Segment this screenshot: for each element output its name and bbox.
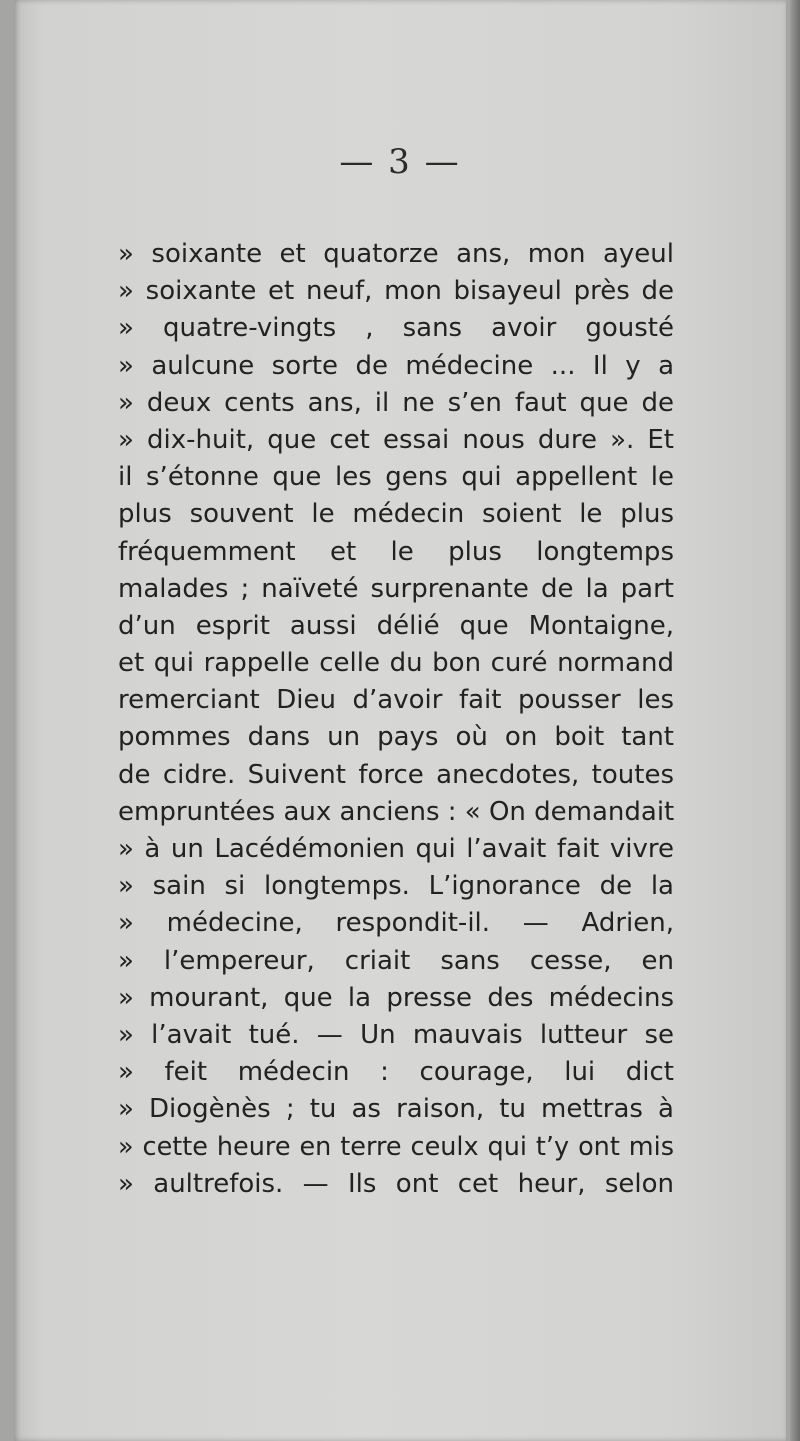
text-line: » Diogènès ; tu as raison, tu mettras à	[118, 1094, 674, 1125]
text-line: plus souvent le médecin soient le plus	[118, 499, 674, 530]
text-line: » à un Lacédémonien qui l’avait fait vivre	[118, 834, 674, 864]
text-line: » feit médecin : courage, lui dict	[118, 1057, 674, 1088]
text-line: » mourant, que la presse des médecins	[118, 982, 674, 1013]
text-line: » quatre-vingts , sans avoir gousté	[118, 313, 674, 344]
text-line: d’un esprit aussi délié que Montaigne,	[118, 610, 674, 641]
text-line: et qui rappelle celle du bon curé normand	[118, 648, 674, 679]
text-line: malades ; naïveté surprenante de la part	[118, 573, 674, 604]
text-line: » cette heure en terre ceulx qui t’y ont mis	[118, 1131, 674, 1162]
text-line: remerciant Dieu d’avoir fait pousser les	[118, 685, 674, 716]
text-line: » aultrefois. — Ils ont cet heur, selon	[118, 1168, 674, 1199]
text-line: » l’empereur, criait sans cesse, en	[118, 945, 674, 976]
text-line: » l’avait tué. — Un mauvais lutteur se	[118, 1019, 674, 1050]
text-line: » soixante et neuf, mon bisayeul près de	[118, 276, 674, 307]
text-line: » médecine, respondit-il. — Adrien,	[118, 908, 674, 939]
text-line: fréquemment et le plus longtemps	[118, 536, 674, 567]
paper-sheet	[14, 0, 786, 1441]
text-line: » soixante et quatorze ans, mon ayeul	[118, 239, 674, 269]
text-line: » dix-huit, que cet essai nous dure ». Et	[118, 424, 674, 455]
text-line: empruntées aux anciens : « On demandait	[118, 796, 675, 827]
text-line: » sain si longtemps. L’ignorance de la	[118, 871, 674, 902]
text-line: » deux cents ans, il ne s’en faut que de	[118, 387, 674, 418]
text-line: de cidre. Suivent force anecdotes, toutes	[118, 759, 674, 790]
text-line: pommes dans un pays où on boit tant	[118, 722, 674, 753]
page-number: — 3 —	[339, 142, 461, 182]
body-text	[118, 236, 674, 1203]
text-line: il s’étonne que les gens qui appellent le	[118, 462, 674, 493]
text-line: » aulcune sorte de médecine ... Il y a	[118, 350, 674, 381]
binding-edge-shadow	[790, 0, 800, 1441]
